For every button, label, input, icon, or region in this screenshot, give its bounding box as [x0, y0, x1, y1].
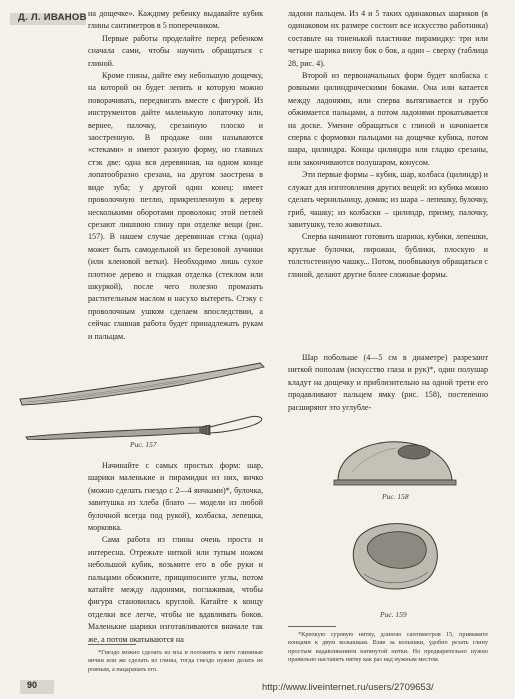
wire-loop-steck-drawing: [26, 416, 262, 440]
footnote-text: *Крепкую суровую нитку, длиною сантиметров 15, привяжите концами к двум колышкам. Взяв за колышки, удобно резать глину простым надавливанием натянутой нитки. Но предварительно нужно правильно наставить нитку как раз над нужным местом.: [288, 631, 488, 664]
figure-158-half-sphere: [330, 436, 460, 488]
paragraph: ладони пальцем. Из 4 и 5 таких одинаковых шариков (в одинаковом их размере состоит все искусство работника) составьте на тоненькой пластинке пирамидку: три или четыре шарика внизу бок о бок, а один – сверху (таблица 28, рис. 4).: [288, 9, 488, 68]
wooden-steck-drawing: [20, 363, 264, 405]
source-watermark: http://www.liveinternet.ru/users/2709653/: [262, 682, 434, 693]
left-column-text: [88, 8, 263, 343]
figure-157-stecks: [14, 355, 269, 440]
left-column-lower-text: [88, 460, 263, 646]
paragraph: Второй из первоначальных форм будет колбаска с ровными цилиндрическими боками. Она или катается между ладонями, или сперва вытягивается и грубо обжимается пальцами, а потом ладонями прокатывается на доске. Умение обращаться с глиной и начинается сперва с формовки пальцами на дощечке кубика, потом шара, цилиндра. Концы цилиндра или гладко срезаны, или закончиваются полушаром, конусом.: [288, 71, 488, 167]
paragraph: на дощечке». Каждому ребенку выдавайте кубик глины сантиметров в 5 поперечником.: [88, 9, 263, 31]
paragraph: Сперва начинают готовить шарики, кубики, лепешки, круглые булочки, пирожки, бублики, плоскую и толстостенную чашку... Потом, пообвыкнув обращаться с глиной, делают другие более сложные формы.: [288, 232, 488, 279]
figure-159-caption: Рис. 159: [380, 610, 407, 619]
footnote-rule: [88, 644, 136, 645]
paragraph: Первые работы проделайте перед ребенком сначала сами, чтобы научить обращаться с глиной.: [88, 33, 263, 68]
figure-158-caption: Рис. 158: [382, 492, 409, 501]
paragraph: Кроме глины, дайте ему небольшую дощечку, на которой он будет лепить и которую можно поворачивать, передвигать вместе с фигурой. Из инструментов дайте маленькую лопаточку или, вернее, палочку, срезанную плоско и заостренную. В продаже они называются «стеками» и имеют разную форму, но главных стэк две: одна вся деревянная, на одном конце лопатообразно срезана, на другом заострена в виде зуба; у другой один конец: имеет проволочную петлю, прикрепленную к дереву несколькими оборотами проволоки; этой петлей срезают лишнюю глину при отделке вещи (рис. 157). В нашем случае деревянная стэка (одна) может быть самодельной из березовой лучинки (или кленовой ветки). Необходимо лишь сухое плотное дерево и гладкая отделка (стеклом или шкуркой), после чего полезно промазать растительным маслом и насухо вытереть. Стэку с проволочным ушком сделаем впоследствии, а сейчас главная работа будет принадлежать рукам и пальцам.: [88, 71, 263, 341]
figure-159-cup: [346, 512, 446, 598]
footnote-text: *Гнездо можно сделать из мха и положить в него глиняные яички или же сделать из глины, тогда гнездо нужно делать не ровным, а нацарапать его.: [88, 649, 263, 673]
paragraph: Шар побольше (4—5 см в диаметре) разрезают ниткой пополам (искусство глаза и рук)*, один полушар кладут на дощечку и приблизительно на одной трети его продавливают пальцем ямку (рис. 158), постепенно расширяют это углубле-: [288, 353, 488, 412]
paragraph: Сама работа из глины очень проста и интересна. Отрежьте ниткой или тупым ножом небольшой кубик, возьмите его в обе руки и пальцами обожмите, прищипосните углы, потом катайте между ладонями, поглаживая, чтобы фигура становилась круглой. Катайте к концу отделки все легче, чтобы не вдавливать боков. Маленькие шарики изготавливаются вначале так же, а потом окатываются на: [88, 535, 263, 644]
footnote-rule: [288, 626, 336, 627]
right-column-text: [288, 8, 488, 281]
right-column-lower-text: [288, 352, 488, 414]
figure-157-caption: Рис. 157: [130, 440, 157, 449]
paragraph: Начинайте с самых простых форм: шар, шарики маленькие и пирамидки из них, яичко (можно сделать гнездо с 2—4 яичками)*, булочка, завитушка из хлеба (блато — модели из любой булочной всегда под рукой), колбаска, лепешка, морковка.: [88, 461, 263, 533]
paragraph: Эти первые формы – кубик, шар, колбаса (цилиндр) и служат для изготовления других вещей: из кубика можно сделать чернильницу, домик; из шара – лепешку, булочку, гриб, чашку; из колбаски – цилиндр, призму, палочку, завитушку, тело животных.: [288, 170, 488, 229]
footnote-left: [88, 649, 263, 674]
running-head-author: Д. Л. ИВАНОВ: [18, 12, 87, 23]
footnote-right: [288, 631, 488, 665]
page-number: 90: [27, 680, 38, 690]
